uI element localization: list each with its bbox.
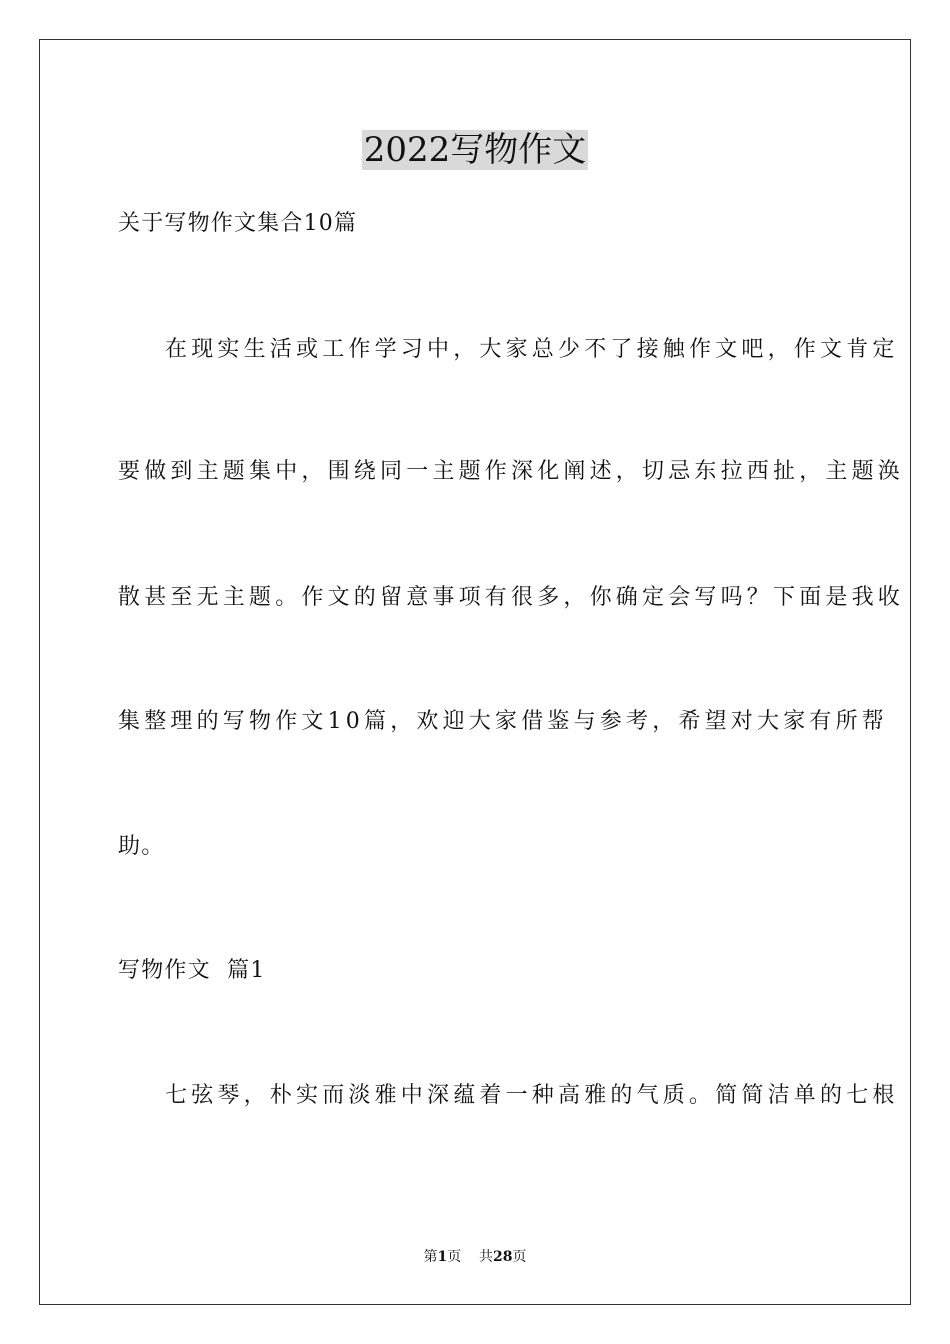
document-title xyxy=(0,128,950,172)
footer-page-prefix: 第 xyxy=(423,1249,438,1265)
intro-line-1: 在现实生活或工作学习中，大家总少不了接触作文吧，作文肯定 xyxy=(165,337,899,362)
footer-total-prefix: 共 xyxy=(479,1249,494,1265)
page-footer xyxy=(0,1247,950,1267)
footer-total-suffix: 页 xyxy=(512,1249,527,1265)
footer-page-number: 1 xyxy=(437,1249,448,1265)
footer-total-pages: 28 xyxy=(493,1249,513,1265)
section-heading: 写物作文 篇1 xyxy=(118,958,266,983)
intro-line-2: 要做到主题集中，围绕同一主题作深化阐述，切忌东拉西扯，主题涣 xyxy=(118,459,905,484)
document-title-text: 2022写物作文 xyxy=(363,130,587,170)
document-subtitle: 关于写物作文集合10篇 xyxy=(118,211,358,236)
intro-line-3: 散甚至无主题。作文的留意事项有很多，你确定会写吗？下面是我收 xyxy=(118,585,905,610)
footer-page-suffix: 页 xyxy=(447,1249,462,1265)
intro-line-5: 助。 xyxy=(118,834,165,859)
section-line-1: 七弦琴，朴实而淡雅中深蕴着一种高雅的气质。简简洁单的七根 xyxy=(165,1083,899,1108)
intro-line-4: 集整理的写物作文10篇，欢迎大家借鉴与参考，希望对大家有所帮 xyxy=(118,709,888,734)
